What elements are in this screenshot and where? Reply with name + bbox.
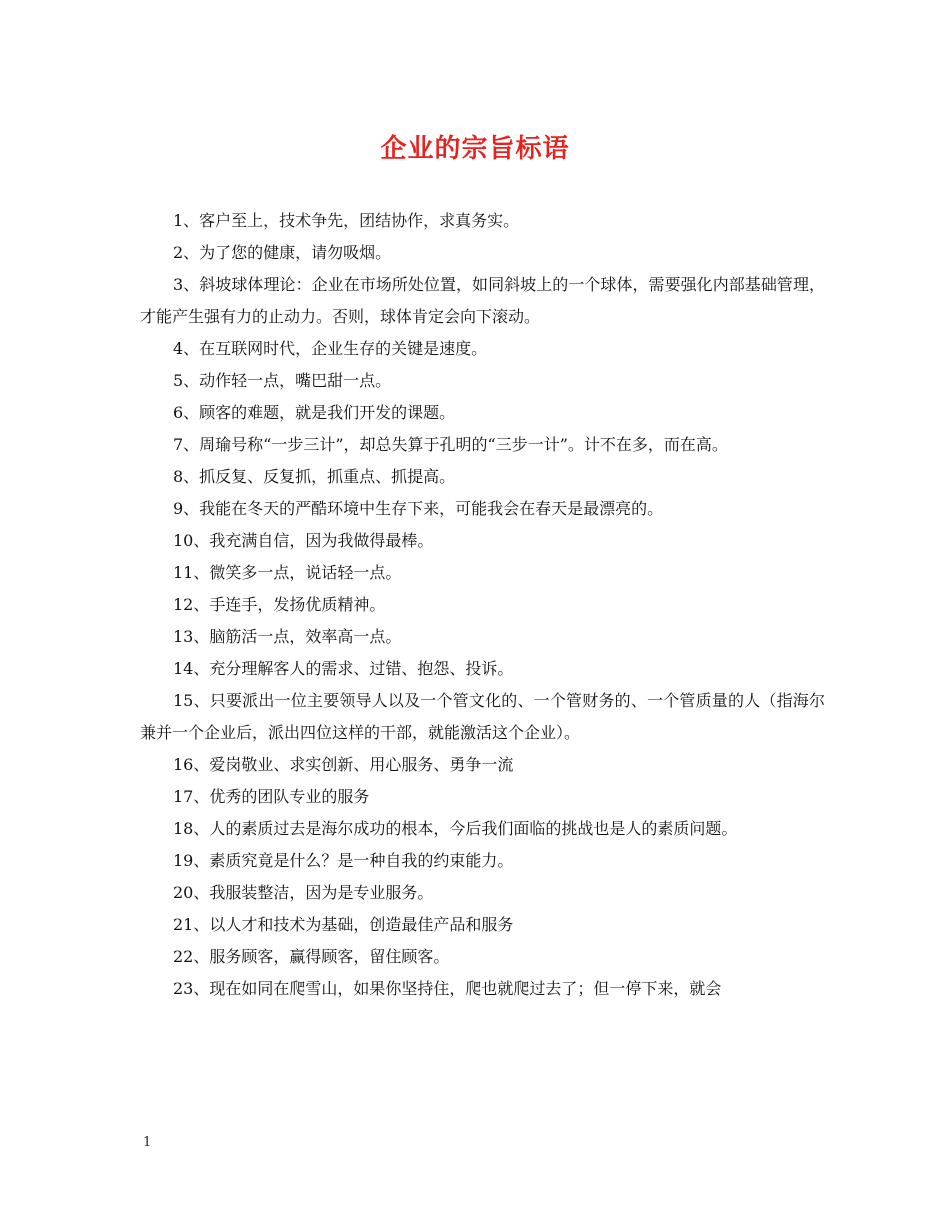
paragraph: 3、斜坡球体理论：企业在市场所处位置，如同斜坡上的一个球体，需要强化内部基础管理，才能产生强有力的止动力。否则，球体肯定会向下滚动。: [140, 275, 825, 326]
paragraph: 13、脑筋活一点，效率高一点。: [173, 627, 402, 646]
paragraph: 17、优秀的团队专业的服务: [173, 787, 370, 806]
paragraph: 16、爱岗敬业、求实创新、用心服务、勇争一流: [173, 755, 514, 774]
document-body: [140, 205, 825, 1005]
paragraph: 18、人的素质过去是海尔成功的根本，今后我们面临的挑战也是人的素质问题。: [173, 819, 738, 838]
paragraph: 10、我充满自信，因为我做得最棒。: [173, 531, 434, 550]
paragraph: 22、服务顾客，赢得顾客，留住顾客。: [173, 947, 450, 966]
paragraph: 8、抓反复、反复抓，抓重点、抓提高。: [173, 467, 456, 486]
paragraph: 12、手连手，发扬优质精神。: [173, 595, 386, 614]
paragraph: 7、周瑜号称“一步三计”，却总失算于孔明的“三步一计”。计不在多，而在高。: [173, 435, 728, 454]
paragraph: 20、我服装整洁，因为是专业服务。: [173, 883, 434, 902]
paragraph: 9、我能在冬天的严酷环境中生存下来，可能我会在春天是最漂亮的。: [173, 499, 664, 518]
paragraph: 1、客户至上，技术争先，团结协作，求真务实。: [173, 211, 520, 230]
paragraph: 4、在互联网时代，企业生存的关键是速度。: [173, 339, 488, 358]
paragraph: 19、素质究竟是什么？是一种自我的约束能力。: [173, 851, 514, 870]
paragraph: 6、顾客的难题，就是我们开发的课题。: [173, 403, 456, 422]
paragraph: 5、动作轻一点，嘴巴甜一点。: [173, 371, 392, 390]
paragraph: 11、微笑多一点，说话轻一点。: [173, 563, 402, 582]
document-title: 企业的宗旨标语: [380, 134, 570, 164]
paragraph: 21、以人才和技术为基础，创造最佳产品和服务: [173, 915, 514, 934]
paragraph: 23、现在如同在爬雪山，如果你坚持住，爬也就爬过去了；但一停下来，就会: [173, 979, 722, 998]
page-number: 1: [143, 1135, 152, 1150]
paragraph: 14、充分理解客人的需求、过错、抱怨、投诉。: [173, 659, 514, 678]
paragraph: 15、只要派出一位主要领导人以及一个管文化的、一个管财务的、一个管质量的人（指海尔兼并一个企业后，派出四位这样的干部，就能激活这个企业）。: [140, 691, 825, 742]
paragraph: 2、为了您的健康，请勿吸烟。: [173, 243, 392, 262]
